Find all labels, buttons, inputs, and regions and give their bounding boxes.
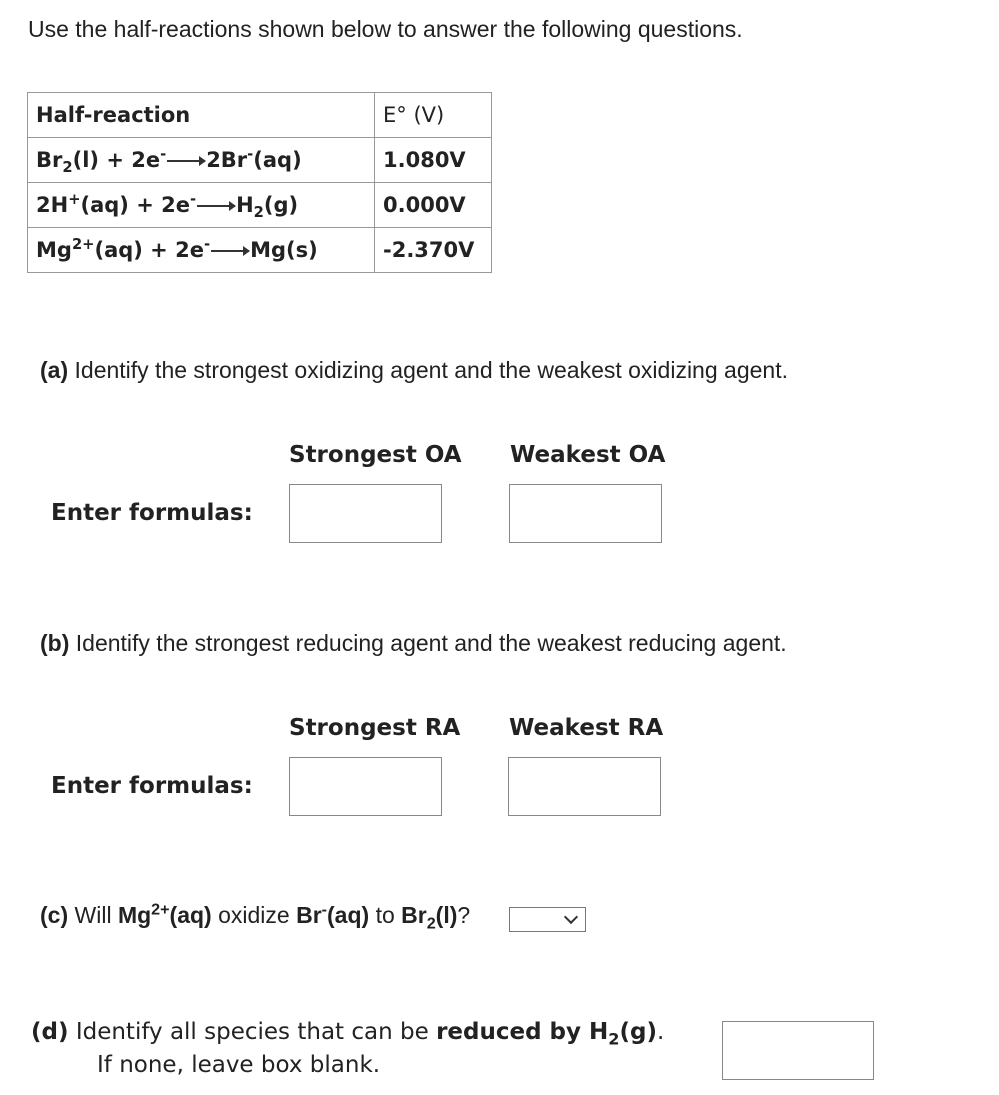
table-row [28, 138, 492, 183]
part-a-question: (a) Identify the strongest oxidizing agent and the weakest oxidizing agent. [40, 357, 788, 383]
table-header-row [28, 93, 492, 138]
table-row [28, 228, 492, 273]
potential-cell: -2.370V [375, 228, 492, 273]
part-c-answer-select[interactable] [509, 907, 586, 932]
weakest-ra-header: Weakest RA [509, 715, 664, 741]
part-d-instruction: If none, leave box blank. [97, 1052, 381, 1078]
reaction-arrow-icon [167, 160, 205, 162]
strongest-oa-header: Strongest OA [289, 442, 462, 468]
part-b-question: (b) Identify the strongest reducing agent and the weakest reducing agent. [40, 630, 787, 656]
table-row [28, 183, 492, 228]
strongest-oa-input[interactable] [289, 484, 442, 543]
part-c-question: (c) Will $Mg^{2+}(aq)$ oxidize Br-(aq) to $Br_2(l)$? [40, 900, 471, 933]
strongest-ra-header: Strongest RA [289, 715, 461, 741]
weakest-ra-input[interactable] [508, 757, 661, 816]
part-b-formulas-label: Enter formulas: [51, 773, 253, 799]
weakest-oa-input[interactable] [509, 484, 662, 543]
reaction-cell: $Mg^{2+}(aq) + 2e^-$ Mg(s) [28, 228, 375, 273]
reaction-cell: $Br_2(l) + 2e^-$ 2Br-(aq) [28, 138, 375, 183]
part-d-input[interactable] [722, 1021, 874, 1080]
potential-cell: 1.080V [375, 138, 492, 183]
strongest-ra-input[interactable] [289, 757, 442, 816]
reaction-cell: 2H+(aq) + 2e- $H_2(g)$ [28, 183, 375, 228]
instructions-text: Use the half-reactions shown below to answer the following questions. [28, 16, 743, 42]
weakest-oa-header: Weakest OA [510, 442, 666, 468]
part-d-question: (d) Identify all species that can be reduced by $H_2(g)$. [31, 1019, 665, 1049]
header-potential: E° (V) [375, 93, 492, 138]
reaction-arrow-icon [211, 250, 249, 252]
potential-cell: 0.000V [375, 183, 492, 228]
header-half-reaction: Half-reaction [28, 93, 375, 138]
reaction-arrow-icon [197, 205, 235, 207]
half-reaction-table [27, 92, 492, 273]
chevron-down-icon [564, 910, 578, 924]
part-a-formulas-label: Enter formulas: [51, 500, 253, 526]
